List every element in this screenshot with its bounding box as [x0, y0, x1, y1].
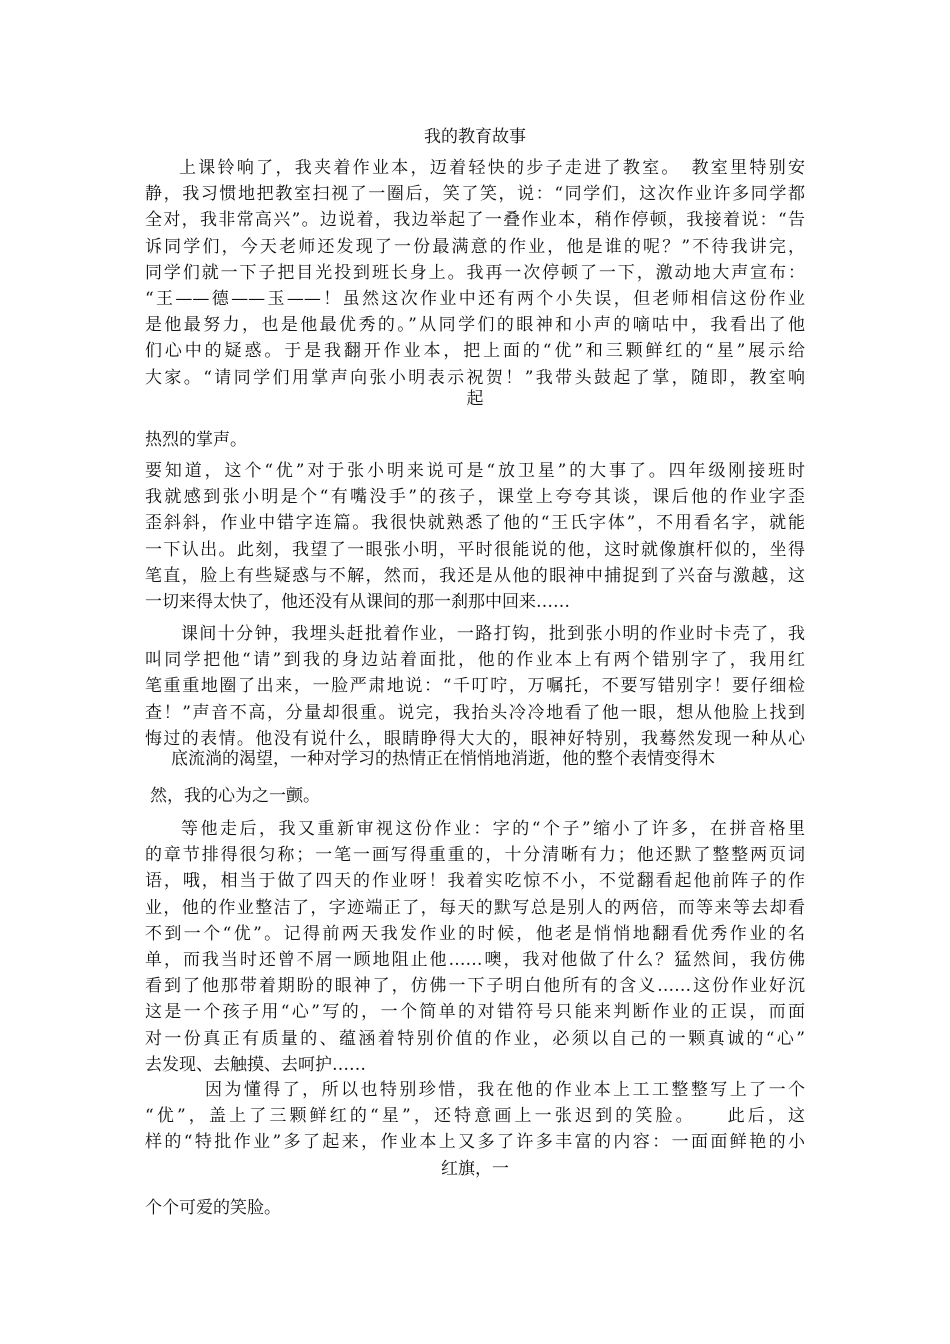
p4-line: 这是一个孩子用“心”写的，一个简单的对错符号只能来判断作业的正误，而面 [145, 1002, 805, 1023]
p1-tail: 热烈的掌声。 [145, 430, 247, 450]
paragraph-2 [145, 458, 805, 615]
p3-line: 笔重重地圈了出来，一脸严肃地说：“千叮咛，万嘱托，不要写错别字！要仔细检 [145, 676, 805, 697]
p1-line: 上课铃响了，我夹着作业本，迈着轻快的步子走进了教室。 教室里特别安 [179, 158, 805, 178]
p1-line: 是他最努力，也是他最优秀的。”从同学们的眼神和小声的嘀咕中，我看出了他 [145, 315, 805, 336]
p1-line: 静，我习惯地把教室扫视了一圈后，笑了笑，说：“同学们，这次作业许多同学都 [145, 184, 805, 205]
p1-line: 们心中的疑惑。于是我翻开作业本，把上面的“优”和三颗鲜红的“星”展示给 [145, 341, 805, 362]
paragraph-3 [145, 621, 805, 752]
p1-line: 诉同学们，今天老师还发现了一份最满意的作业，他是谁的呢？”不待我讲完， [145, 236, 805, 257]
p2-line: 一下认出。此刻，我望了一眼张小明，平时很能说的他，这时就像旗杆似的，坐得 [145, 539, 805, 560]
p2-line: 我就感到张小明是个“有嘴没手”的孩子，课堂上夸夸其谈，课后他的作业字歪 [145, 487, 805, 508]
p3-line: 悔过的表情。他没有说什么，眼睛睁得大大的，眼神好特别，我蓦然发现一种从心 [145, 728, 805, 749]
p1-line: “王——德——玉——！虽然这次作业中还有两个小失误，但老师相信这份作业 [145, 289, 805, 310]
p3-line: 查！”声音不高，分量却很重。说完，我抬头冷冷地看了他一眼，想从他脸上找到 [145, 702, 805, 723]
p3-indent-line: 底流淌的渴望，一种对学习的热情正在悄悄地消逝，他的整个表情变得木 [171, 749, 715, 769]
p5-wrap-center: 红旗，一 [441, 1159, 509, 1179]
p4-line: 去发现、去触摸、去呵护…… [145, 1054, 366, 1075]
p5-line: 样的“特批作业”多了起来，作业本上又多了许多丰富的内容：一面面鲜艳的小 [145, 1132, 805, 1153]
p4-line: 业，他的作业整洁了，字迹端正了，每天的默写总是别人的两倍，而等来等去却看 [145, 897, 805, 918]
p2-line: 歪斜斜，作业中错字连篇。我很快就熟悉了他的“王氏字体”，不用看名字，就能 [145, 513, 805, 534]
p3-tail: 然，我的心为之一颤。 [150, 786, 320, 806]
p1-line: 同学们就一下子把目光投到班长身上。我再一次停顿了一下，激动地大声宣布： [145, 262, 805, 283]
paragraph-4 [145, 816, 805, 1078]
paragraph-1 [145, 155, 805, 391]
p5-tail: 个个可爱的笑脸。 [145, 1198, 281, 1218]
p2-line: 笔直，脸上有些疑惑与不解，然而，我还是从他的眼神中捕捉到了兴奋与激越，这 [145, 565, 805, 586]
p5-line: 因为懂得了，所以也特别珍惜，我在他的作业本上工工整整写上了一个 [205, 1080, 805, 1100]
p4-line: 不到一个“优”。记得前两天我发作业的时候，他老是悄悄地翻看优秀作业的名 [145, 923, 805, 944]
p4-line: 单，而我当时还曾不屑一顾地阻止他……噢，我对他做了什么？猛然间，我仿佛 [145, 950, 805, 971]
p4-line: 等他走后，我又重新审视这份作业：字的“个子”缩小了许多，在拼音格里 [181, 819, 805, 839]
p4-line: 语，哦，相当于做了四天的作业呀！我着实吃惊不小，不觉翻看起他前阵子的作 [145, 871, 805, 892]
p3-line: 课间十分钟，我埋头赶批着作业，一路打钩，批到张小明的作业时卡壳了，我 [181, 624, 805, 644]
document-title: 我的教育故事 [424, 127, 526, 147]
paragraph-5 [145, 1077, 805, 1156]
p1-line: 大家。“请同学们用掌声向张小明表示祝贺！”我带头鼓起了掌，随即，教室响 [145, 367, 805, 388]
p2-line: 一切来得太快了，他还没有从课间的那一刹那中回来…… [145, 592, 570, 613]
p5-line: “优”，盖上了三颗鲜红的“星”，还特意画上一张迟到的笑脸。 此后，这 [145, 1106, 805, 1127]
p2-line: 要知道，这个“优”对于张小明来说可是“放卫星”的大事了。四年级刚接班时 [145, 461, 805, 481]
p4-line: 的章节排得很匀称；一笔一画写得重重的，十分清晰有力；他还默了整整两页词 [145, 845, 805, 866]
p1-wrap-center: 起 [466, 389, 484, 409]
p3-line: 叫同学把他“请”到我的身边站着面批，他的作业本上有两个错别字了，我用红 [145, 650, 805, 671]
p4-line: 看到了他那带着期盼的眼神了，仿佛一下子明白他所有的含义……这份作业好沉 [145, 976, 805, 997]
p1-line: 全对，我非常高兴”。边说着，我边举起了一叠作业本，稍作停顿，我接着说：“告 [145, 210, 805, 231]
p4-line: 对一份真正有质量的、蕴涵着特别价值的作业，必须以自己的一颗真诚的“心” [145, 1028, 805, 1049]
